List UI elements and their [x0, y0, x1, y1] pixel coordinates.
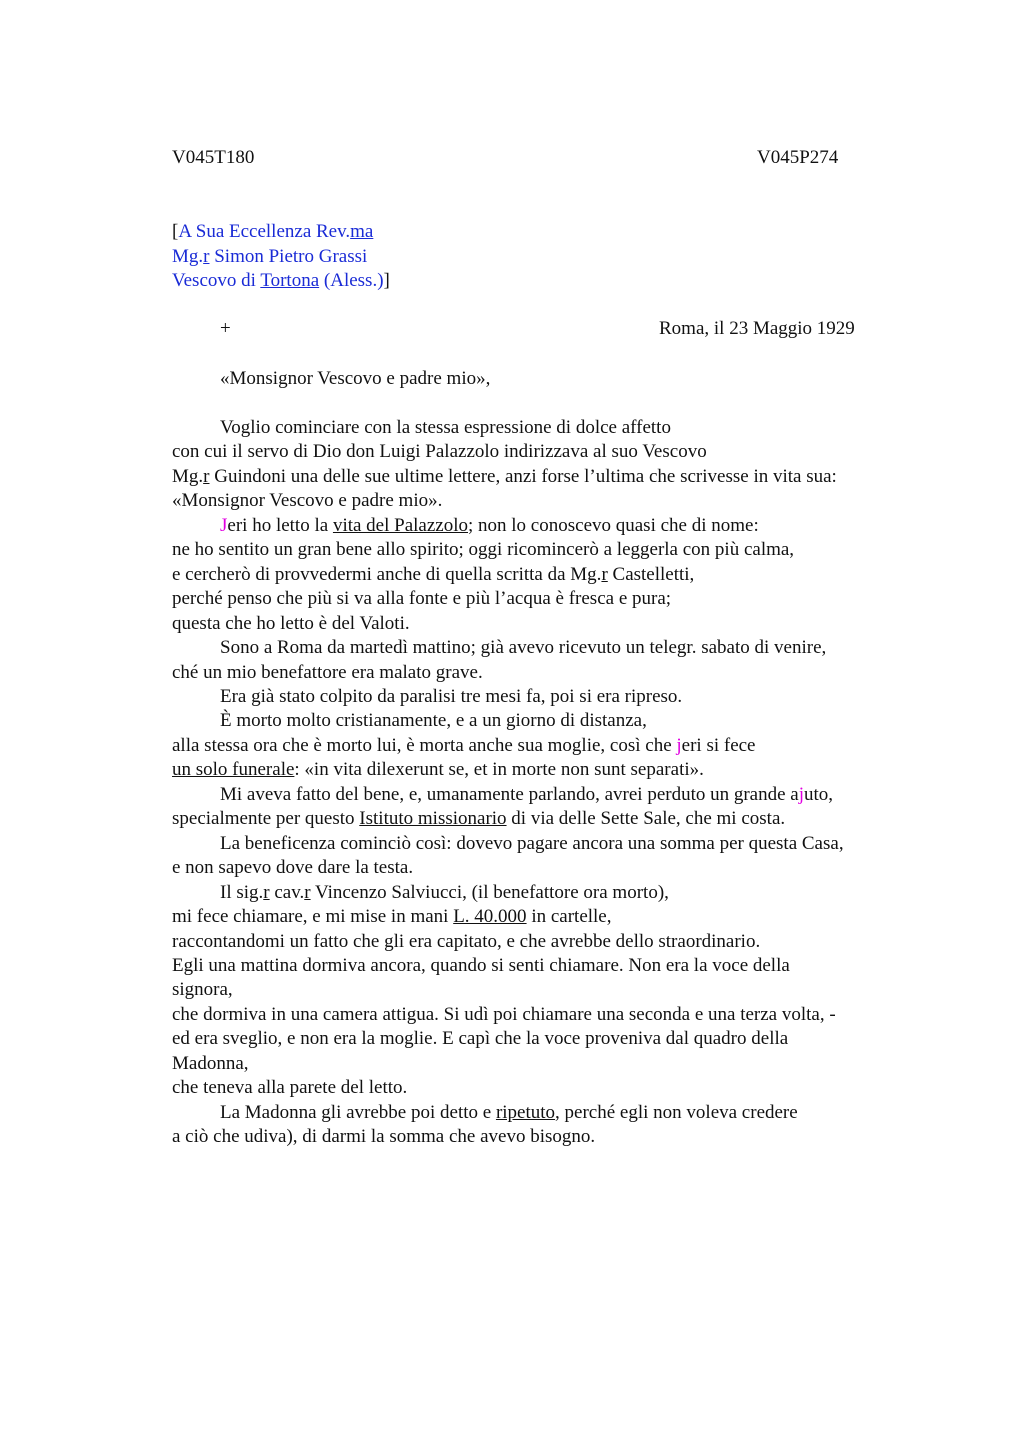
body-line: La beneficenza cominciò così: dovevo pagare ancora una somma per questa Casa, [220, 832, 844, 854]
body-line: alla stessa ora che è morto lui, è morta anche sua moglie, così che jeri si fece [172, 734, 756, 756]
body-line: perché penso che più si va alla fonte e più l’acqua è fresca e pura; [172, 588, 672, 610]
body-line: che dormiva in una camera attigua. Si udì poi chiamare una seconda e una terza volta, - [172, 1003, 836, 1025]
body-line: ché un mio benefattore era malato grave. [172, 661, 483, 683]
body-line: un solo funerale: «in vita dilexerunt se, et in morte non sunt separati». [172, 759, 704, 781]
body-line: Mi aveva fatto del bene, e, umanamente parlando, avrei perduto un grande ajuto, [220, 783, 834, 805]
salutation: «Monsignor Vescovo e padre mio», [220, 368, 491, 389]
body-line: signora, [172, 979, 233, 1001]
body-line: Sono a Roma da martedì mattino; già avevo ricevuto un telegr. sabato di venire, [220, 637, 827, 659]
body-line: ne ho sentito un gran bene allo spirito; oggi ricomincerò a leggerla con più calma, [172, 539, 795, 561]
body-line: mi fece chiamare, e mi mise in mani L. 40.000 in cartelle, [172, 906, 612, 928]
cross-mark: + [220, 318, 231, 339]
address-line-2: Mg.r Simon Pietro Grassi [172, 245, 368, 267]
body-line: Madonna, [172, 1052, 249, 1074]
body-line: Era già stato colpito da paralisi tre mesi fa, poi si era ripreso. [220, 685, 683, 707]
reference-code-right: V045P274 [757, 147, 839, 168]
body-line: che teneva alla parete del letto. [172, 1077, 408, 1099]
body-line: Il sig.r cav.r Vincenzo Salviucci, (il benefattore ora morto), [220, 881, 669, 903]
recipient-address [172, 220, 390, 294]
body-line: ed era sveglio, e non era la moglie. E capì che la voce proveniva dal quadro della [172, 1028, 789, 1050]
body-line: «Monsignor Vescovo e padre mio». [172, 490, 443, 512]
body-line: È morto molto cristianamente, e a un giorno di distanza, [220, 710, 647, 732]
address-line-3: Vescovo di Tortona (Aless.)] [172, 270, 390, 291]
body-line: questa che ho letto è del Valoti. [172, 612, 410, 634]
body-line: La Madonna gli avrebbe poi detto e ripetuto, perché egli non voleva credere [220, 1101, 798, 1123]
body-line: e cercherò di provvedermi anche di quella scritta da Mg.r Castelletti, [172, 563, 695, 585]
body-line: specialmente per questo Istituto missionario di via delle Sette Sale, che mi costa. [172, 808, 786, 830]
body-line: con cui il servo di Dio don Luigi Palazzolo indirizzava al suo Vescovo [172, 441, 707, 463]
place-date: Roma, il 23 Maggio 1929 [659, 318, 855, 339]
body-line: raccontandomi un fatto che gli era capitato, e che avrebbe dello straordinario. [172, 930, 761, 952]
body-line: Egli una mattina dormiva ancora, quando si senti chiamare. Non era la voce della [172, 954, 790, 976]
body-line: Voglio cominciare con la stessa espressione di dolce affetto [220, 417, 671, 438]
body-line: Mg.r Guindoni una delle sue ultime lettere, anzi forse l’ultima che scrivesse in vita sua: [172, 465, 837, 487]
reference-code-left: V045T180 [172, 147, 255, 168]
body-line: e non sapevo dove dare la testa. [172, 857, 414, 879]
body-line: a ciò che udiva), di darmi la somma che avevo bisogno. [172, 1126, 596, 1148]
address-line-1: [A Sua Eccellenza Rev.ma [172, 221, 374, 242]
letter-body [172, 416, 912, 1150]
body-line: Jeri ho letto la vita del Palazzolo; non lo conoscevo quasi che di nome: [220, 514, 759, 536]
